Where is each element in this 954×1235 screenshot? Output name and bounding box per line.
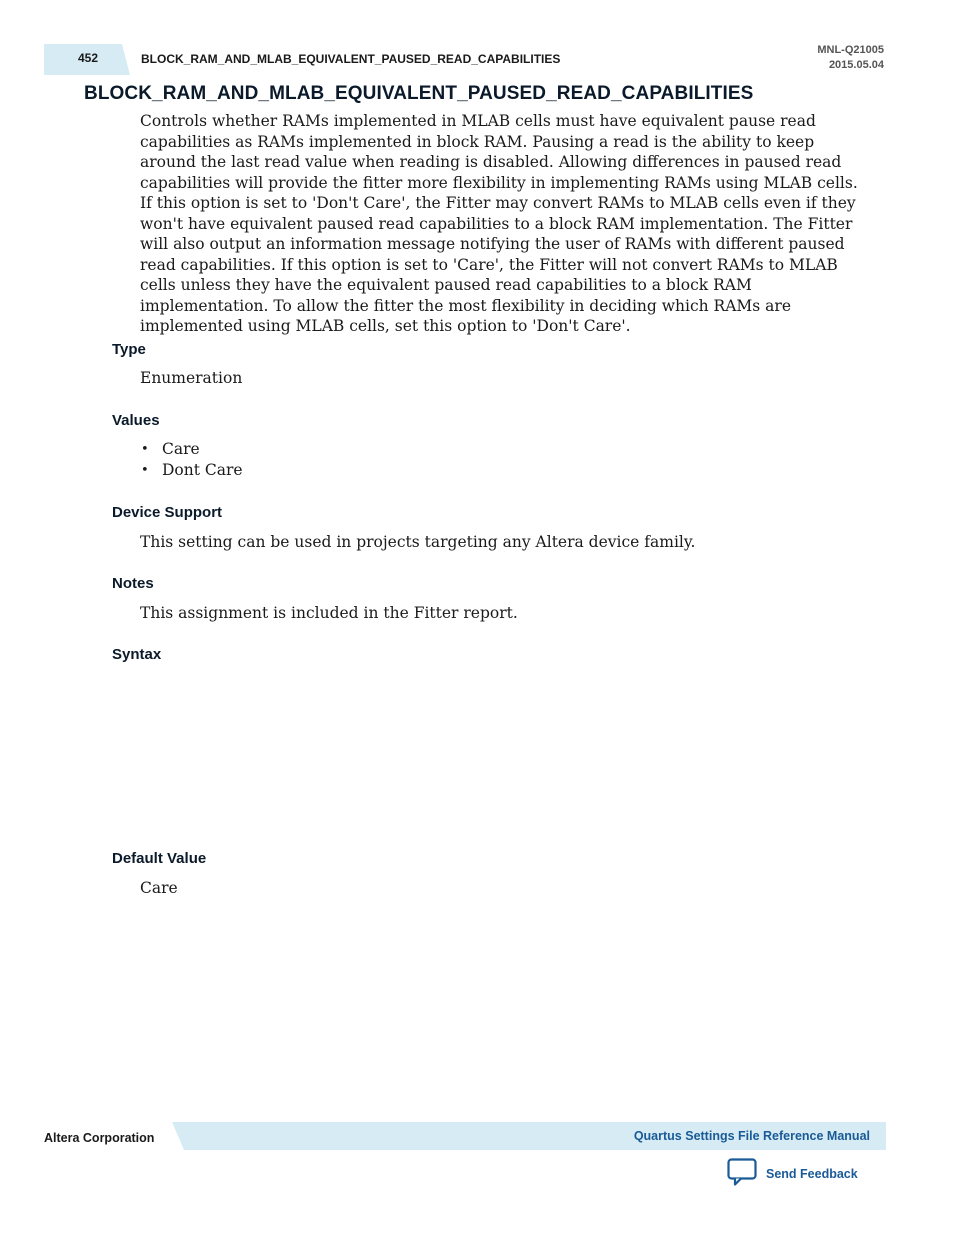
values-list (140, 439, 243, 481)
doc-date: 2015.05.04 (828, 59, 884, 71)
section-heading-values: Values (112, 412, 160, 429)
footer-manual-link[interactable]: Quartus Settings File Reference Manual (633, 1129, 870, 1143)
speech-bubble-icon (727, 1158, 757, 1190)
section-heading-default-value: Default Value (112, 850, 207, 867)
description-paragraph: Controls whether RAMs implemented in MLAB cells must have equivalent pause read capabilities as RAMs implemented in block RAM. Pausing a read is the ability to keep around the last read value when reading is disabled. Allowing differences in paused read capabilities will provide the fitter more flexibility in implementing RAMs using MLAB cells. If this option is set to 'Don't Care', the Fitter may convert RAMs to MLAB cells even if they won't have equivalent paused read capabilities to a block RAM implementation. The Fitter will also output an information message notifying the user of RAMs with different paused read capabilities. If this option is set to 'Care', the Fitter will not convert RAMs to MLAB cells unless they have the equivalent paused read capabilities to a block RAM implementation. To allow the fitter the most flexibility in deciding which RAMs are implemented using MLAB cells, set this option to 'Don't Care'. (140, 112, 858, 335)
list-item: • Care (140, 439, 243, 460)
section-heading-type: Type (112, 341, 146, 358)
running-title: BLOCK_RAM_AND_MLAB_EQUIVALENT_PAUSED_READ_CAPABILITIES (141, 52, 561, 66)
page-number: 452 (77, 51, 99, 65)
list-item: • Dont Care (140, 460, 243, 481)
notes-text: This assignment is included in the Fitter report. (140, 604, 518, 622)
type-value: Enumeration (140, 369, 243, 387)
doc-number: MNL-Q21005 (817, 44, 884, 56)
device-support-text: This setting can be used in projects targeting any Altera device family. (140, 533, 696, 551)
default-value-text: Care (140, 879, 178, 897)
section-heading-syntax: Syntax (112, 646, 162, 663)
send-feedback-label: Send Feedback (766, 1167, 858, 1181)
send-feedback-link[interactable] (727, 1158, 858, 1190)
section-heading-notes: Notes (112, 575, 154, 592)
section-heading-device-support: Device Support (112, 504, 223, 521)
footer-company: Altera Corporation (44, 1131, 155, 1145)
page-title: BLOCK_RAM_AND_MLAB_EQUIVALENT_PAUSED_READ_CAPABILITIES (84, 83, 754, 104)
document-id (817, 43, 884, 73)
